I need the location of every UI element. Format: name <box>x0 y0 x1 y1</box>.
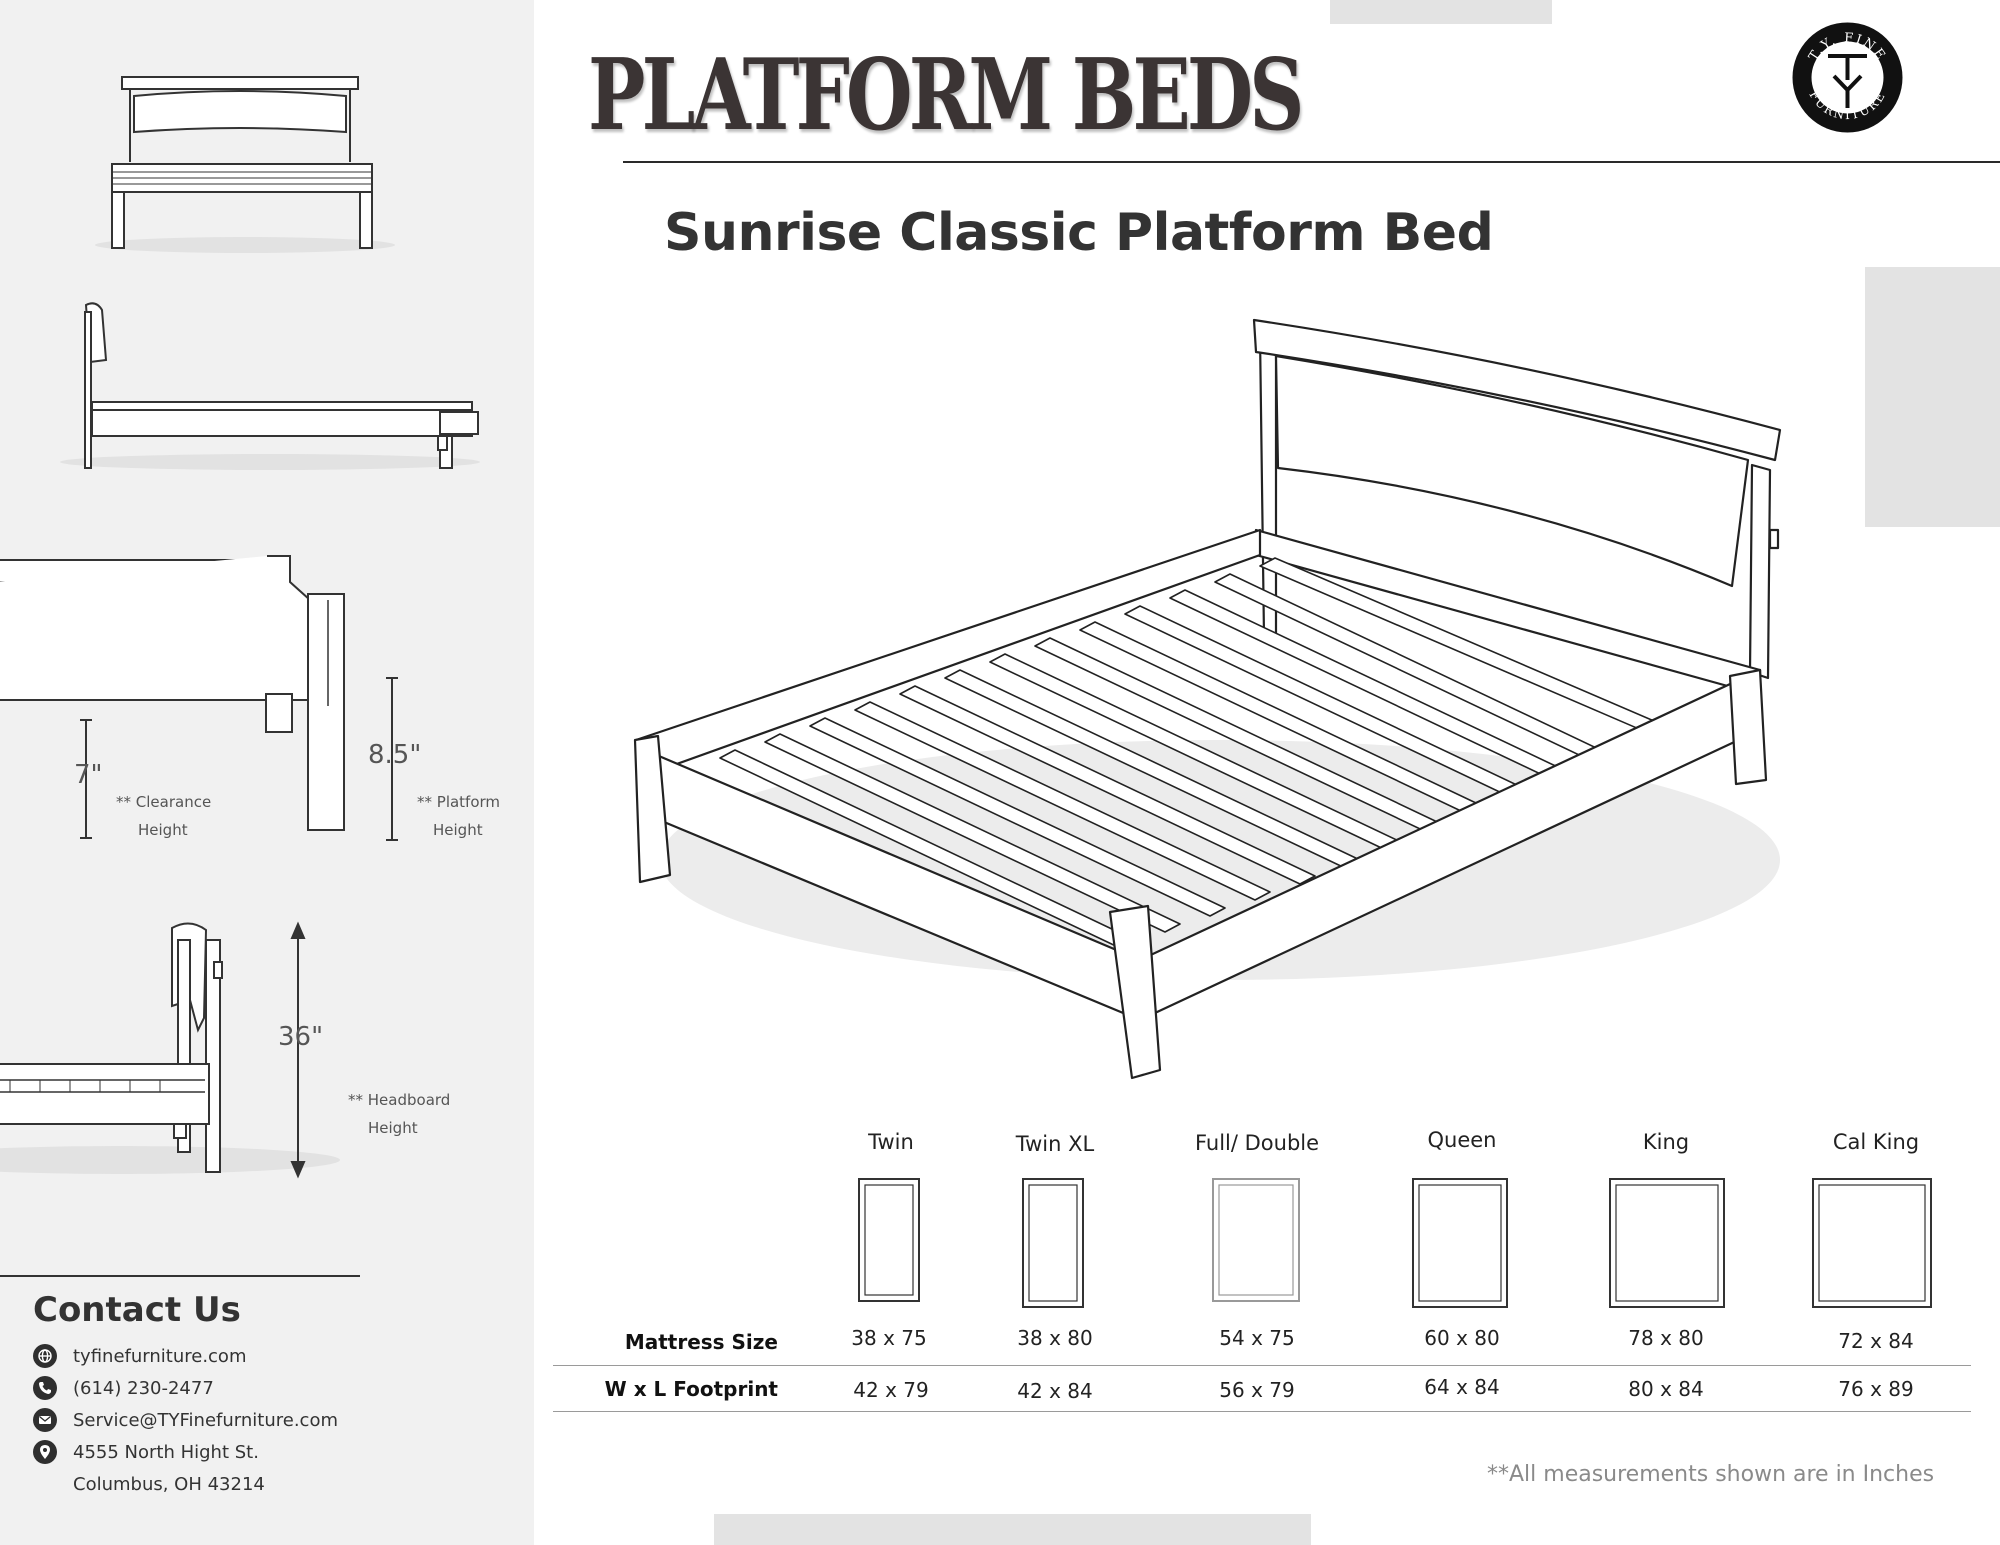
phone-text: (614) 230-2477 <box>73 1377 214 1399</box>
website-text: tyfinefurniture.com <box>73 1345 247 1367</box>
contact-website[interactable] <box>33 1341 246 1371</box>
size-header-twin-xl: Twin XL <box>1015 1132 1095 1156</box>
location-pin-icon <box>33 1440 57 1464</box>
table-divider-bottom <box>553 1411 1971 1412</box>
size-header-king: King <box>1642 1130 1690 1154</box>
address-line2: Columbus, OH 43214 <box>73 1474 265 1495</box>
size-header-full: Full/ Double <box>1194 1131 1320 1155</box>
headboard-note-line2: Height <box>368 1119 418 1137</box>
cal-king-footprint: 76 x 89 <box>1838 1377 1914 1401</box>
king-mattress-size: 78 x 80 <box>1628 1326 1704 1350</box>
measurement-footnote: **All measurements shown are in Inches <box>1487 1462 1935 1487</box>
contact-title: Contact Us <box>33 1290 241 1330</box>
front-view-drawing <box>95 77 395 253</box>
clearance-note-line2: Height <box>138 821 188 839</box>
full-bed-icon <box>1210 1176 1302 1304</box>
queen-bed-icon <box>1410 1176 1510 1310</box>
headboard-height-value: 36" <box>278 1022 324 1052</box>
full-mattress-size: 54 x 75 <box>1219 1326 1295 1350</box>
address-line1: 4555 North Hight St. <box>73 1441 259 1463</box>
twin-xl-mattress-size: 38 x 80 <box>1017 1326 1093 1350</box>
email-text: Service@TYFinefurniture.com <box>73 1409 338 1431</box>
size-header-queen: Queen <box>1427 1128 1497 1152</box>
headboard-height-note <box>348 1086 450 1142</box>
full-footprint: 56 x 79 <box>1219 1378 1295 1402</box>
contact-address[interactable] <box>33 1437 259 1467</box>
mail-icon <box>33 1408 57 1432</box>
headboard-note-line1: ** Headboard <box>348 1091 451 1109</box>
contact-email[interactable] <box>33 1405 338 1435</box>
queen-footprint: 64 x 84 <box>1424 1375 1500 1399</box>
brand-logo <box>1790 20 1905 135</box>
page-title: PLATFORM BEDS <box>588 38 1301 153</box>
twin-footprint: 42 x 79 <box>853 1378 929 1402</box>
cal-king-bed-icon <box>1810 1176 1934 1310</box>
decorative-block-right <box>1865 267 2000 527</box>
footprint-label: W x L Footprint <box>604 1377 778 1401</box>
decorative-block-bottom <box>714 1514 1311 1545</box>
title-underline <box>623 161 2000 163</box>
product-title: Sunrise Classic Platform Bed <box>664 203 1494 263</box>
globe-icon <box>33 1344 57 1368</box>
bed-main-drawing <box>620 300 1800 1100</box>
platform-note-line2: Height <box>433 821 483 839</box>
cal-king-mattress-size: 72 x 84 <box>1838 1329 1914 1353</box>
decorative-block-top <box>1330 0 1552 24</box>
side-view-drawing <box>60 303 480 470</box>
clearance-note-line1: ** Clearance <box>116 793 212 811</box>
contact-divider <box>0 1275 360 1277</box>
clearance-height-value: 7" <box>74 760 103 790</box>
size-header-twin: Twin <box>868 1130 914 1154</box>
platform-height-value: 8.5" <box>368 740 422 770</box>
queen-mattress-size: 60 x 80 <box>1424 1326 1500 1350</box>
size-header-cal-king: Cal King <box>1832 1130 1920 1154</box>
clearance-height-note <box>116 788 211 844</box>
twin-mattress-size: 38 x 75 <box>851 1326 927 1350</box>
logo-ring-bottom: FURNITURE <box>1806 88 1889 123</box>
twin-xl-footprint: 42 x 84 <box>1017 1379 1093 1403</box>
twin-bed-icon <box>856 1176 922 1304</box>
mattress-size-label: Mattress Size <box>624 1330 778 1354</box>
logo-ring-top: T.Y. FINE <box>1806 30 1889 64</box>
king-footprint: 80 x 84 <box>1628 1377 1704 1401</box>
table-divider-top <box>553 1365 1971 1366</box>
contact-phone[interactable] <box>33 1373 214 1403</box>
twin-xl-bed-icon <box>1020 1176 1086 1310</box>
platform-note-line1: ** Platform <box>417 793 501 811</box>
platform-height-note <box>417 788 500 844</box>
phone-icon <box>33 1376 57 1400</box>
king-bed-icon <box>1607 1176 1727 1310</box>
